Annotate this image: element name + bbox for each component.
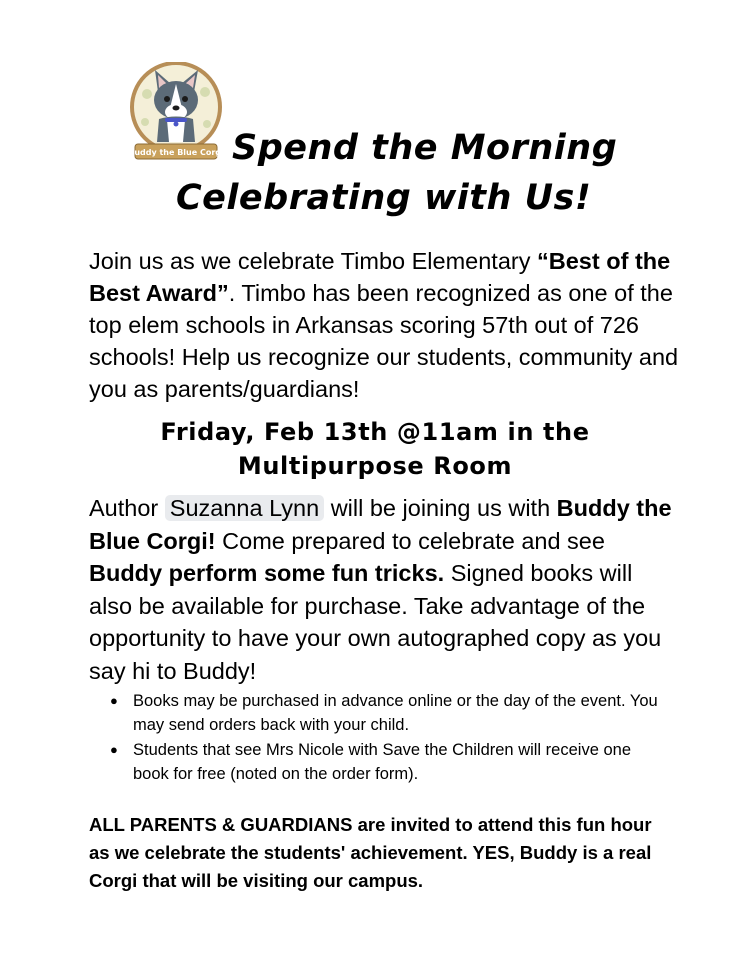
tricks-highlight: Buddy perform some fun tricks.	[89, 560, 445, 586]
author-text-4: Signed books will also be available for purchase. Take advantage of the opportunity to have your own autographed copy as you say hi to Buddy!	[89, 560, 662, 684]
event-date-time: Friday, Feb 13th @11am in the	[160, 418, 590, 446]
author-text-3: Come prepared to celebrate and see	[215, 527, 605, 554]
event-location: Multipurpose Room	[237, 452, 513, 480]
intro-paragraph	[89, 245, 679, 405]
corgi-logo	[125, 62, 227, 164]
event-details	[89, 415, 661, 483]
author-text-1: Author	[89, 495, 165, 521]
closing-statement: ALL PARENTS & GUARDIANS are invited to attend this fun hour as we celebrate the students' achievement. YES, Buddy is a real Corgi that will be visiting our campus.	[89, 814, 652, 891]
author-paragraph	[89, 492, 679, 687]
award-name: “Best of the Best Award”	[89, 248, 671, 306]
intro-lead: Join us as we celebrate Timbo Elementary	[89, 248, 538, 274]
list-item: ● Books may be purchased in advance online or the day of the event. You may send orders back with your child.	[110, 689, 670, 737]
list-item: ● Students that see Mrs Nicole with Save the Children will receive one book for free (noted on the order form).	[110, 738, 670, 786]
author-text-2: will be joining us with	[324, 495, 557, 521]
author-name-chip[interactable]: Suzanna Lynn	[165, 495, 324, 521]
corgi-icon	[125, 62, 227, 164]
svg-text:Buddy the Blue Corgi: Buddy the Blue Corgi	[128, 148, 224, 157]
headline-line-2: Celebrating with Us!	[176, 178, 592, 218]
info-bullet-list	[110, 689, 670, 787]
headline-line-1: Spend the Morning	[232, 128, 618, 168]
intro-rest: . Timbo has been recognized as one of the top elem schools in Arkansas scoring 57th out of 726 schools! Help us recognize our students, community and you as parents/guardians!	[89, 280, 679, 402]
buddy-name: Buddy the Blue Corgi!	[89, 495, 672, 554]
